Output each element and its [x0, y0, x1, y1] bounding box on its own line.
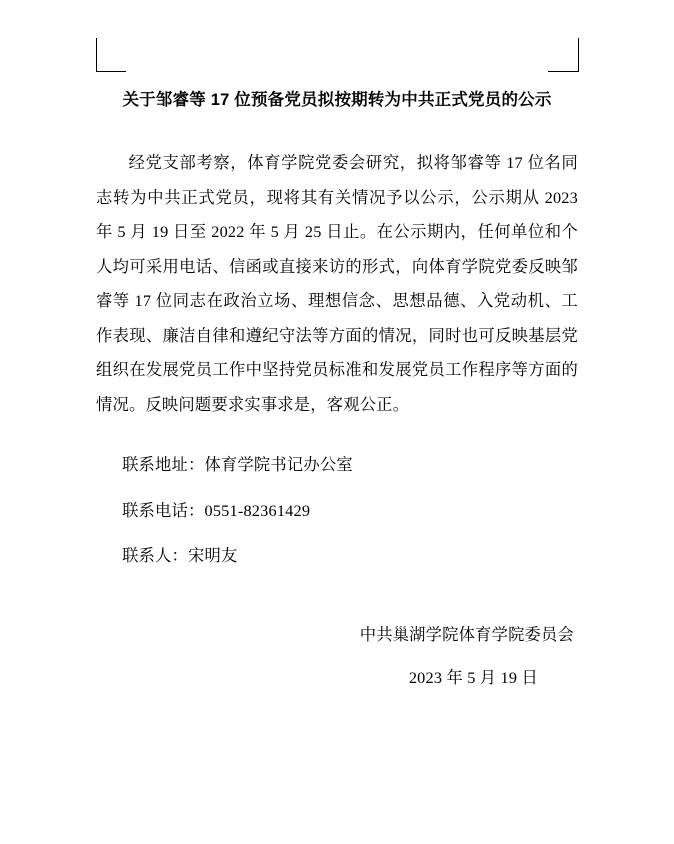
crop-mark-top-left-horizontal: [96, 71, 126, 72]
signature-date: 2023 年 5 月 19 日: [408, 668, 538, 687]
document-body: [96, 78, 578, 696]
signature-organization: 中共巢湖学院体育学院委员会: [359, 624, 574, 644]
contact-phone: 联系电话：0551-82361429: [122, 500, 311, 520]
contact-address: 联系地址：体育学院书记办公室: [122, 455, 353, 474]
crop-mark-top-right-horizontal: [548, 71, 578, 72]
main-paragraph-block: [96, 146, 578, 422]
signature-block: [96, 618, 578, 696]
contact-info-list: [96, 448, 578, 574]
crop-mark-top-right-vertical: [578, 38, 579, 72]
crop-mark-top-left-vertical: [96, 38, 97, 72]
page-title: 关于邹睿等 17 位预备党员拟按期转为中共正式党员的公示: [122, 91, 552, 109]
notice-paragraph: 经党支部考察，体育学院党委会研究，拟将邹睿等 17 位名同志转为中共正式党员，现将其有关情况予以公示，公示期从 2023 年 5 月 19 日至 2022 年 5 月 25 日止。在公示期内，任何单位和个人均可采用电话、信函或直接来访的形式，向体育学院党委反映邹睿等 17 位同志在政治立场、理想信念、思想品德、入党动机、工作表现、廉洁自律和遵纪守法等方面的情况，同时也可反映基层党组织在发展党员工作中坚持党员标准和发展党员工作程序等方面的情况。反映问题要求实事求是，客观公正。: [96, 153, 578, 414]
contact-person: 联系人：宋明友: [122, 546, 238, 565]
